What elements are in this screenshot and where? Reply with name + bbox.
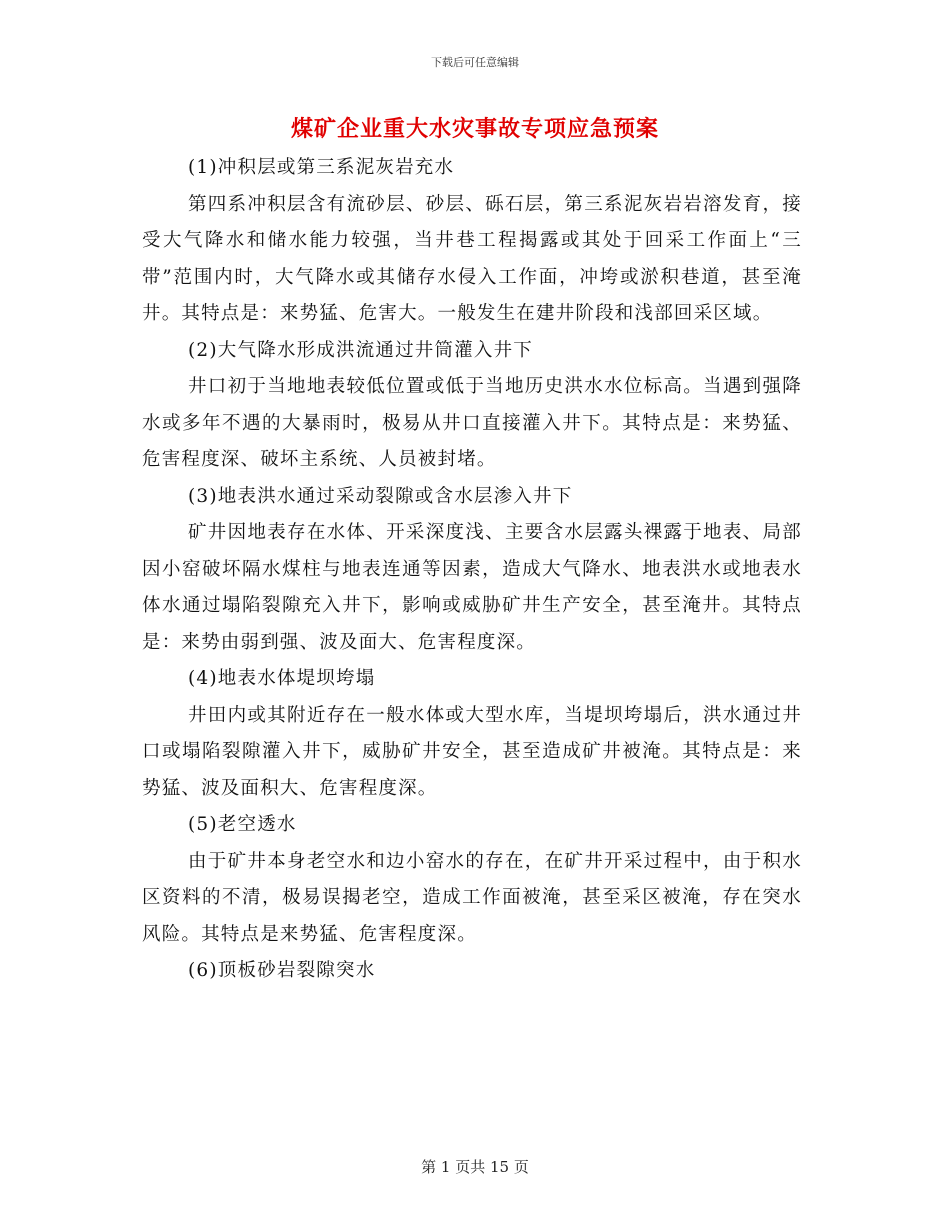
header-note: 下载后可任意编辑 — [431, 56, 519, 69]
section-heading: (2)大气降水形成洪流通过井筒灌入井下 — [188, 339, 534, 361]
section-heading: (5)老空透水 — [188, 814, 297, 835]
section-heading: (6)顶板砂岩裂隙突水 — [188, 960, 376, 981]
section-heading: (3)地表洪水通过采动裂隙或含水层渗入井下 — [188, 485, 573, 507]
section-paragraph: 井田内或其附近存在一般水体或大型水库，当堤坝垮塌后，洪水通过井口或塌陷裂隙灌入井下，威胁矿井安全，甚至造成矿井被淹。其特点是：来势猛、波及面积大、危害程度深。 — [142, 704, 802, 799]
document-body — [142, 150, 802, 990]
section-paragraph: 第四系冲积层含有流砂层、砂层、砾石层，第三系泥灰岩岩溶发育，接受大气降水和储水能力较强，当井巷工程揭露或其处于回采工作面上“三带”范围内时，大气降水或其储存水侵入工作面，冲垮或淤积巷道，甚至淹井。其特点是：来势猛、危害大。一般发生在建井阶段和浅部回采区域。 — [142, 193, 802, 324]
section-heading: (1)冲积层或第三系泥灰岩充水 — [188, 157, 455, 178]
section-paragraph: 矿井因地表存在水体、开采深度浅、主要含水层露头裸露于地表、局部因小窑破坏隔水煤柱与地表连通等因素，造成大气降水、地表洪水或地表水体水通过塌陷裂隙充入井下，影响或威胁矿井生产安全，甚至淹井。其特点是：来势由弱到强、波及面大、危害程度深。 — [142, 522, 802, 653]
document-title: 煤矿企业重大水灾事故专项应急预案 — [290, 116, 659, 142]
page-number: 第 1 页共 15 页 — [421, 1158, 529, 1176]
section-paragraph: 井口初于当地地表较低位置或低于当地历史洪水水位标高。当遇到强降水或多年不遇的大暴雨时，极易从井口直接灌入井下。其特点是：来势猛、危害程度深、破坏主系统、人员被封堵。 — [142, 376, 802, 470]
section-paragraph: 由于矿井本身老空水和边小窑水的存在，在矿井开采过程中，由于积水区资料的不清，极易误揭老空，造成工作面被淹，甚至采区被淹，存在突水风险。其特点是来势猛、危害程度深。 — [142, 850, 802, 945]
section-heading: (4)地表水体堤坝垮塌 — [188, 668, 376, 689]
